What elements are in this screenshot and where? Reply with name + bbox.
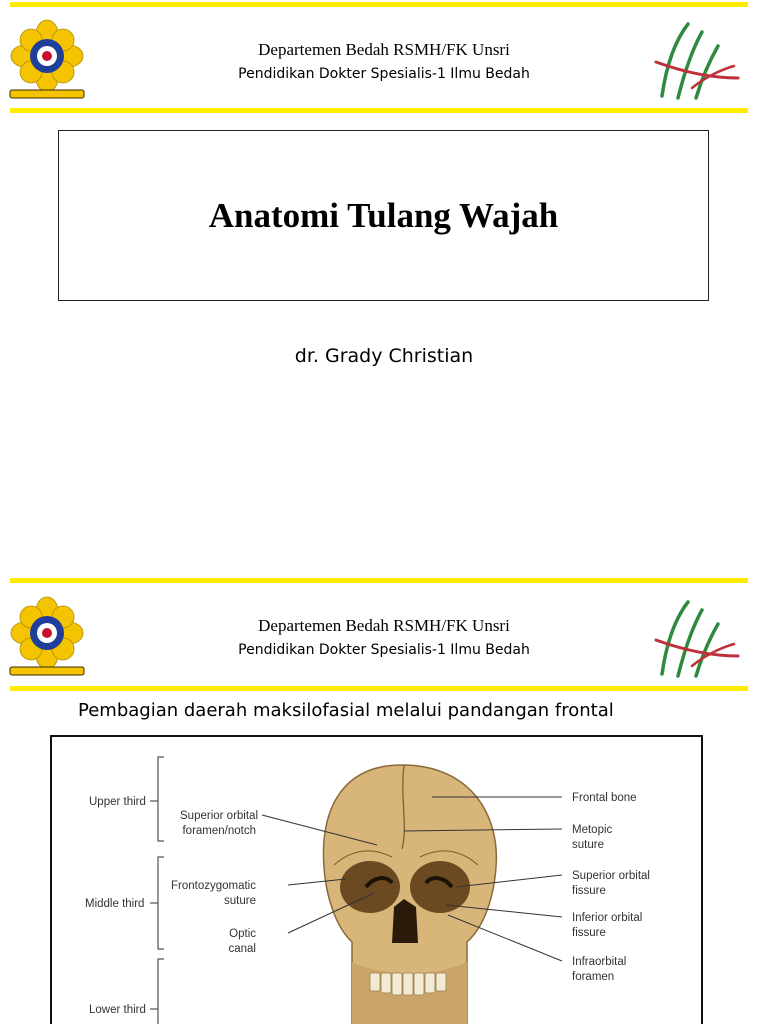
skull-diagram	[52, 737, 703, 1024]
skull-illustration	[323, 765, 496, 1024]
label-superior-orbital-foramen-line1: Superior orbital	[180, 810, 258, 822]
label-metopic-line2: suture	[572, 839, 604, 851]
surgery-logo	[648, 596, 740, 678]
university-seal-logo	[6, 595, 88, 677]
program-subtitle: Pendidikan Dokter Spesialis-1 Ilmu Bedah	[238, 66, 530, 82]
header-divider-bar	[10, 108, 748, 113]
slide-heading: Pembagian daerah maksilofasial melalui pandangan frontal	[78, 700, 614, 721]
label-upper-third: Upper third	[89, 796, 146, 808]
label-inferior-fissure-line1: Inferior orbital	[572, 912, 643, 924]
label-frontozygomatic-line2: suture	[224, 895, 256, 907]
label-lower-third: Lower third	[89, 1004, 146, 1016]
label-inferior-fissure-line2: fissure	[572, 927, 606, 939]
program-subtitle: Pendidikan Dokter Spesialis-1 Ilmu Bedah	[238, 642, 530, 658]
top-accent-bar	[10, 578, 748, 583]
label-optic-line2: canal	[228, 943, 256, 955]
label-frontozygomatic-line1: Frontozygomatic	[170, 880, 256, 892]
title-box	[58, 130, 709, 301]
label-metopic-line1: Metopic	[572, 824, 613, 836]
label-superior-orbital-foramen-line2: foramen/notch	[182, 825, 256, 837]
label-optic-line1: Optic	[229, 928, 256, 940]
presenter-name: dr. Grady Christian	[294, 345, 474, 367]
label-frontal-bone: Frontal bone	[572, 792, 637, 804]
label-superior-fissure-line2: fissure	[572, 885, 606, 897]
header-divider-bar	[10, 686, 748, 691]
label-infraorbital-line1: Infraorbital	[572, 956, 627, 968]
top-accent-bar	[10, 2, 748, 7]
content-slide	[0, 578, 768, 1024]
department-title: Departemen Bedah RSMH/FK Unsri	[258, 616, 510, 635]
department-title: Departemen Bedah RSMH/FK Unsri	[258, 40, 510, 59]
surgery-logo	[648, 18, 740, 100]
label-middle-third: Middle third	[85, 898, 145, 910]
label-infraorbital-line2: foramen	[572, 971, 615, 983]
skull-figure	[50, 735, 703, 1024]
presentation-title: Anatomi Tulang Wajah	[208, 195, 559, 235]
label-superior-fissure-line1: Superior orbital	[572, 870, 650, 882]
